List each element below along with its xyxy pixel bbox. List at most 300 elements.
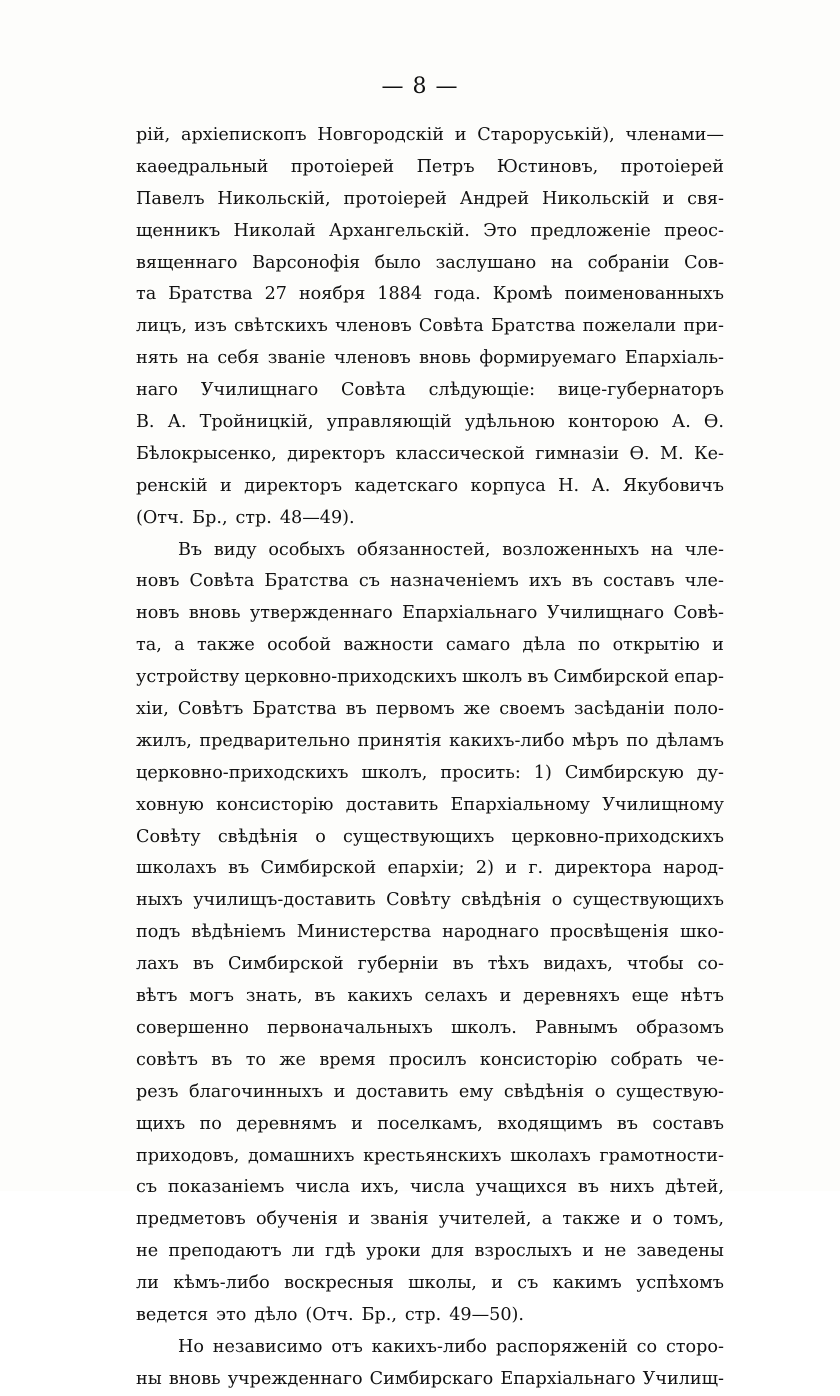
word: какихъ-либо xyxy=(449,730,565,751)
word: Министерства xyxy=(296,922,432,943)
word: епархіи; xyxy=(387,858,465,879)
text-line xyxy=(136,853,724,885)
text-line xyxy=(136,503,724,535)
text-line xyxy=(136,1268,724,1300)
text-line xyxy=(136,343,724,375)
word: народ- xyxy=(663,858,724,879)
word: Совѣта xyxy=(418,316,484,337)
word: хіи, xyxy=(136,699,169,720)
word: составъ xyxy=(652,1113,724,1134)
word: могъ xyxy=(189,986,234,1007)
word: чле- xyxy=(684,539,724,560)
word: также xyxy=(562,1209,621,1230)
word: Павелъ xyxy=(136,188,205,209)
word: консисторію xyxy=(216,794,334,815)
word: Епархіаль- xyxy=(624,348,724,369)
word: какимъ xyxy=(552,1273,622,1294)
text-line xyxy=(136,535,724,567)
text-line xyxy=(136,375,724,407)
word: заслушано xyxy=(435,252,537,273)
word: школахъ xyxy=(510,1145,591,1166)
word: вѣдѣніемъ xyxy=(191,922,286,943)
word: шко- xyxy=(680,922,724,943)
word: Училищнаго xyxy=(200,380,319,401)
word: Н. xyxy=(558,475,580,496)
word: (Отч. xyxy=(136,507,185,528)
text-line xyxy=(136,630,724,662)
text-line xyxy=(136,885,724,917)
word: собраніи xyxy=(587,252,670,273)
word: наго xyxy=(136,380,179,401)
word: нѣтъ xyxy=(680,986,724,1007)
word: Совѣта xyxy=(189,571,255,592)
word: директоръ xyxy=(287,443,386,464)
word: важности xyxy=(343,635,434,656)
word: грамотности- xyxy=(599,1145,724,1166)
word: по xyxy=(626,730,649,751)
word: дѣтей, xyxy=(665,1177,724,1198)
word: существую- xyxy=(615,1081,724,1102)
word: вященнаго xyxy=(136,252,238,273)
word: принятія xyxy=(357,730,442,751)
word: свѣтскихъ xyxy=(234,316,328,337)
word: независимо xyxy=(212,1336,323,1357)
text-line xyxy=(136,1013,724,1045)
word: удѣльною xyxy=(464,412,555,433)
word: для xyxy=(431,1241,465,1262)
word: свѣдѣнія xyxy=(217,826,299,847)
word: Варсонофія xyxy=(252,252,361,273)
word: Совѣту xyxy=(386,890,451,911)
word: же xyxy=(279,1049,306,1070)
word: протоіерей xyxy=(290,156,395,177)
text-line xyxy=(136,439,724,471)
word: еще xyxy=(631,986,669,1007)
word: лицъ, xyxy=(136,316,188,337)
word: Совѣ- xyxy=(673,603,724,624)
word: въ xyxy=(577,1177,599,1198)
word: членами— xyxy=(625,125,724,145)
word: входящимъ xyxy=(497,1113,603,1134)
word: Епархіальнаго xyxy=(500,1368,636,1389)
word: Но xyxy=(178,1336,204,1357)
word: Никольскій xyxy=(541,188,650,209)
word: Братства xyxy=(264,571,349,592)
word: подъ xyxy=(136,922,181,943)
word: Бр., xyxy=(361,1304,397,1325)
word: и xyxy=(348,1209,360,1230)
word: Юстиновъ, xyxy=(496,156,599,177)
word: воскресныя xyxy=(284,1273,394,1294)
word: директора xyxy=(554,858,652,879)
word: Совѣтъ xyxy=(177,699,244,720)
word: по xyxy=(577,635,601,656)
word: школахъ xyxy=(136,858,217,879)
word: чтобы xyxy=(626,954,684,975)
word: утвержденнаго xyxy=(249,603,393,624)
word: М. xyxy=(659,443,684,464)
word: деревняхъ xyxy=(523,986,620,1007)
word: Епархіальнаго xyxy=(402,603,538,624)
word: стр. xyxy=(404,1304,442,1325)
word: че- xyxy=(695,1049,724,1070)
word: вновь xyxy=(168,1368,221,1389)
word: обязанностей, xyxy=(356,539,491,560)
word: Симбирской xyxy=(260,858,377,879)
word: дѣламъ xyxy=(655,730,724,751)
text-line xyxy=(136,598,724,630)
text-line xyxy=(136,152,724,184)
word: ихъ xyxy=(528,571,562,592)
word: классической xyxy=(395,443,525,464)
text-line xyxy=(136,120,724,152)
word: селахъ xyxy=(424,986,488,1007)
word: чле- xyxy=(684,571,724,592)
word: (Отч. xyxy=(305,1304,354,1325)
word: въ xyxy=(571,571,593,592)
word: по xyxy=(199,1113,222,1134)
word: съ xyxy=(517,1273,539,1294)
word: доставить xyxy=(345,794,439,815)
word: ихъ, xyxy=(360,1177,400,1198)
text-line xyxy=(136,1172,724,1204)
text-line xyxy=(136,1236,724,1268)
word: Въ xyxy=(178,539,203,560)
text-line xyxy=(136,1332,724,1364)
word: Совѣту xyxy=(136,826,201,847)
word: преподаютъ xyxy=(168,1241,282,1262)
word: просилъ xyxy=(389,1049,467,1070)
word: званіе xyxy=(267,348,326,369)
word: а xyxy=(541,1209,553,1230)
word: благочинныхъ xyxy=(189,1081,324,1102)
word: собрать xyxy=(610,1049,683,1070)
word: нихъ xyxy=(609,1177,655,1198)
word: совѣтъ xyxy=(136,1049,198,1070)
word: каѳедральный xyxy=(136,156,269,177)
word: слѣдующіе: xyxy=(428,380,536,401)
word: это xyxy=(216,1304,247,1325)
word: г. xyxy=(528,858,544,879)
word: учащихся xyxy=(475,1177,568,1198)
word: на xyxy=(550,252,574,273)
word: заведены xyxy=(636,1241,724,1262)
word: особой xyxy=(267,635,332,656)
word: свя- xyxy=(687,188,724,209)
text-line xyxy=(136,216,724,248)
word: гимназіи xyxy=(535,443,620,464)
text-line xyxy=(136,758,724,790)
word: управляющій xyxy=(326,412,452,433)
word: и xyxy=(582,1241,594,1262)
word: званія xyxy=(370,1209,429,1230)
word: въ xyxy=(616,1113,639,1134)
word: школъ. xyxy=(450,1017,517,1038)
word: школъ, xyxy=(361,762,428,783)
word: Ѳ. xyxy=(629,443,650,464)
text-line xyxy=(136,184,724,216)
word: деревнямъ xyxy=(236,1113,337,1134)
word: А. xyxy=(167,412,187,433)
word: вице-губернаторъ xyxy=(557,380,724,401)
word: о xyxy=(315,826,326,847)
word: Андрей xyxy=(459,188,530,209)
word: приходовъ, xyxy=(136,1145,240,1166)
word: предложеніе xyxy=(530,220,651,241)
word: и xyxy=(333,1081,346,1102)
word: Никольскій, xyxy=(217,188,331,209)
word: въ xyxy=(527,667,549,688)
word: та, xyxy=(136,635,162,656)
word: ли xyxy=(136,1273,159,1294)
word: крестьянскихъ xyxy=(363,1145,502,1166)
word: открытію xyxy=(612,635,700,656)
word: самаго xyxy=(445,635,511,656)
word: составъ xyxy=(603,571,675,592)
word: себя xyxy=(217,348,260,369)
word: 48—49). xyxy=(279,507,355,528)
word: также xyxy=(196,635,255,656)
word: а xyxy=(174,635,185,656)
word: о xyxy=(594,1081,606,1102)
word: предварительно xyxy=(199,730,351,751)
word: Братства xyxy=(252,699,337,720)
text-line xyxy=(136,1045,724,1077)
word: въ xyxy=(452,954,474,975)
word: пожелали xyxy=(582,316,677,337)
word: вновь xyxy=(419,348,471,369)
text-line xyxy=(136,662,724,694)
text-line xyxy=(136,1109,724,1141)
word: церковно-приходскихъ xyxy=(244,667,457,688)
word: школы, xyxy=(408,1273,477,1294)
word: консисторію xyxy=(479,1049,598,1070)
word: было xyxy=(374,252,422,273)
word: А. xyxy=(671,412,691,433)
word: новъ xyxy=(136,603,180,624)
text-line xyxy=(136,311,724,343)
word: Ѳ. xyxy=(703,412,724,433)
word: вѣтъ xyxy=(136,986,178,1007)
word: показаніемъ xyxy=(167,1177,285,1198)
word: года. xyxy=(434,284,481,305)
word: ховную xyxy=(136,794,204,815)
word: церковно-приходскихъ xyxy=(511,826,724,847)
word: Бр., xyxy=(192,507,228,528)
word: членовъ xyxy=(334,348,411,369)
word: и xyxy=(712,635,724,656)
text-line xyxy=(136,1204,724,1236)
word: Симбирской xyxy=(553,667,670,688)
text-line xyxy=(136,1077,724,1109)
word: Николай xyxy=(233,220,316,241)
word: первомъ xyxy=(375,699,455,720)
word: и xyxy=(491,1273,503,1294)
word: съ xyxy=(136,1177,158,1198)
word: то xyxy=(245,1049,267,1070)
word: на xyxy=(650,539,674,560)
word: поло- xyxy=(673,699,724,720)
word: числа xyxy=(410,1177,465,1198)
text-line xyxy=(136,694,724,726)
word: Тройницкій, xyxy=(199,412,314,433)
word: о xyxy=(551,890,563,911)
word: Равнымъ xyxy=(534,1017,618,1038)
word: томъ, xyxy=(673,1209,724,1230)
word: щенникъ xyxy=(136,220,221,241)
word: ему xyxy=(458,1081,494,1102)
word: нять xyxy=(136,348,179,369)
word: и xyxy=(505,858,517,879)
word: доставить xyxy=(355,1081,449,1102)
word: 49—50). xyxy=(449,1304,525,1325)
word: первоначальныхъ xyxy=(266,1017,433,1038)
word: протоіерей xyxy=(343,188,447,209)
text-line xyxy=(136,981,724,1013)
word: и xyxy=(219,475,232,496)
word: въ xyxy=(314,986,336,1007)
word: изъ xyxy=(194,316,227,337)
word: устройству xyxy=(136,667,240,688)
word: видахъ, xyxy=(543,954,613,975)
word: обученія xyxy=(255,1209,338,1230)
word: въ xyxy=(192,954,214,975)
text-line xyxy=(136,1300,724,1332)
word: успѣхомъ xyxy=(636,1273,724,1294)
word: Кромѣ xyxy=(492,284,553,305)
text-line xyxy=(136,471,724,503)
word: 27 xyxy=(264,284,287,305)
word: и xyxy=(499,986,512,1007)
word: тѣхъ xyxy=(487,954,530,975)
word: свѣдѣнія xyxy=(461,890,542,911)
word: стр. xyxy=(235,507,272,528)
word: предметовъ xyxy=(136,1209,246,1230)
word: со xyxy=(636,1336,658,1357)
word: поселкамъ, xyxy=(377,1113,483,1134)
word: В. xyxy=(136,412,155,433)
word: Училищному xyxy=(602,794,724,815)
word: уроки xyxy=(365,1241,421,1262)
word: ли xyxy=(291,1241,315,1262)
text-line xyxy=(136,407,724,439)
word: лахъ xyxy=(136,954,179,975)
word: какихъ xyxy=(347,986,413,1007)
text-line xyxy=(136,949,724,981)
word: епар- xyxy=(674,667,724,688)
word: о xyxy=(652,1209,663,1230)
word: архіепископъ xyxy=(181,125,307,145)
word: въ xyxy=(211,1049,233,1070)
word: и xyxy=(351,1113,363,1134)
text-line xyxy=(136,1141,724,1173)
word: губерніи xyxy=(357,954,439,975)
word: поименованныхъ xyxy=(564,284,724,305)
word: и xyxy=(454,125,467,145)
word: существующихъ xyxy=(572,890,724,911)
word: директоръ xyxy=(244,475,343,496)
word: Петръ xyxy=(416,156,475,177)
word: знать, xyxy=(245,986,303,1007)
word: новъ xyxy=(136,571,180,592)
word: числа xyxy=(295,1177,351,1198)
word: жилъ, xyxy=(136,730,192,751)
word: домашнихъ xyxy=(247,1145,355,1166)
word: конторою xyxy=(568,412,659,433)
word: Староруській), xyxy=(477,125,615,145)
word: членовъ xyxy=(335,316,412,337)
word: со- xyxy=(697,954,724,975)
word: и xyxy=(662,188,675,209)
word: щихъ xyxy=(136,1113,186,1134)
word: училищъ-доставить xyxy=(193,890,376,911)
word: особыхъ xyxy=(268,539,346,560)
word: же xyxy=(463,699,491,720)
word: 1) xyxy=(533,762,552,783)
word: Братства xyxy=(168,284,253,305)
word: Это xyxy=(483,220,518,241)
word: та xyxy=(136,284,157,305)
word: не xyxy=(604,1241,627,1262)
word: просить: xyxy=(440,762,521,783)
word: резъ xyxy=(136,1081,179,1102)
word: преос- xyxy=(664,220,724,241)
word: на xyxy=(186,348,209,369)
word: церковно-приходскихъ xyxy=(136,762,349,783)
word: ноября xyxy=(298,284,366,305)
page-number: — 8 — xyxy=(381,74,459,99)
word: съ xyxy=(358,571,380,592)
word: Училищ- xyxy=(642,1368,724,1389)
word: не xyxy=(136,1241,159,1262)
word: Новгородскій xyxy=(317,125,444,145)
word: кѣмъ-либо xyxy=(173,1273,270,1294)
word: народнаго xyxy=(442,922,540,943)
word: сторо- xyxy=(665,1336,724,1357)
word: вновь xyxy=(188,603,241,624)
word: Братства xyxy=(490,316,576,337)
word: ныхъ xyxy=(136,890,183,911)
word: кадетскаго xyxy=(354,475,459,496)
body-text xyxy=(136,120,724,1396)
word: А. xyxy=(591,475,611,496)
word: 2) xyxy=(475,858,494,879)
word: формируемаго xyxy=(479,348,617,369)
word: Бѣлокрысенко, xyxy=(136,443,277,464)
text-line xyxy=(136,279,724,311)
word: ны xyxy=(136,1368,162,1389)
word: Симбирскаго xyxy=(369,1368,494,1389)
word: засѣданіи xyxy=(573,699,665,720)
word: гдѣ xyxy=(325,1241,356,1262)
word: Ке- xyxy=(693,443,724,464)
text-line xyxy=(136,822,724,854)
word: виду xyxy=(213,539,257,560)
word: ренскій xyxy=(136,475,208,496)
word: Совѣта xyxy=(340,380,406,401)
word: Епархіальному xyxy=(450,794,590,815)
word: школъ xyxy=(461,667,523,688)
word: назначеніемъ xyxy=(390,571,519,592)
word: рій, xyxy=(136,125,171,145)
word: въ xyxy=(228,858,250,879)
word: дѣла xyxy=(522,635,566,656)
text-line xyxy=(136,726,724,758)
word: при- xyxy=(683,316,724,337)
text-line xyxy=(136,917,724,949)
word: учрежденнаго xyxy=(227,1368,363,1389)
word: просвѣщенія xyxy=(549,922,670,943)
